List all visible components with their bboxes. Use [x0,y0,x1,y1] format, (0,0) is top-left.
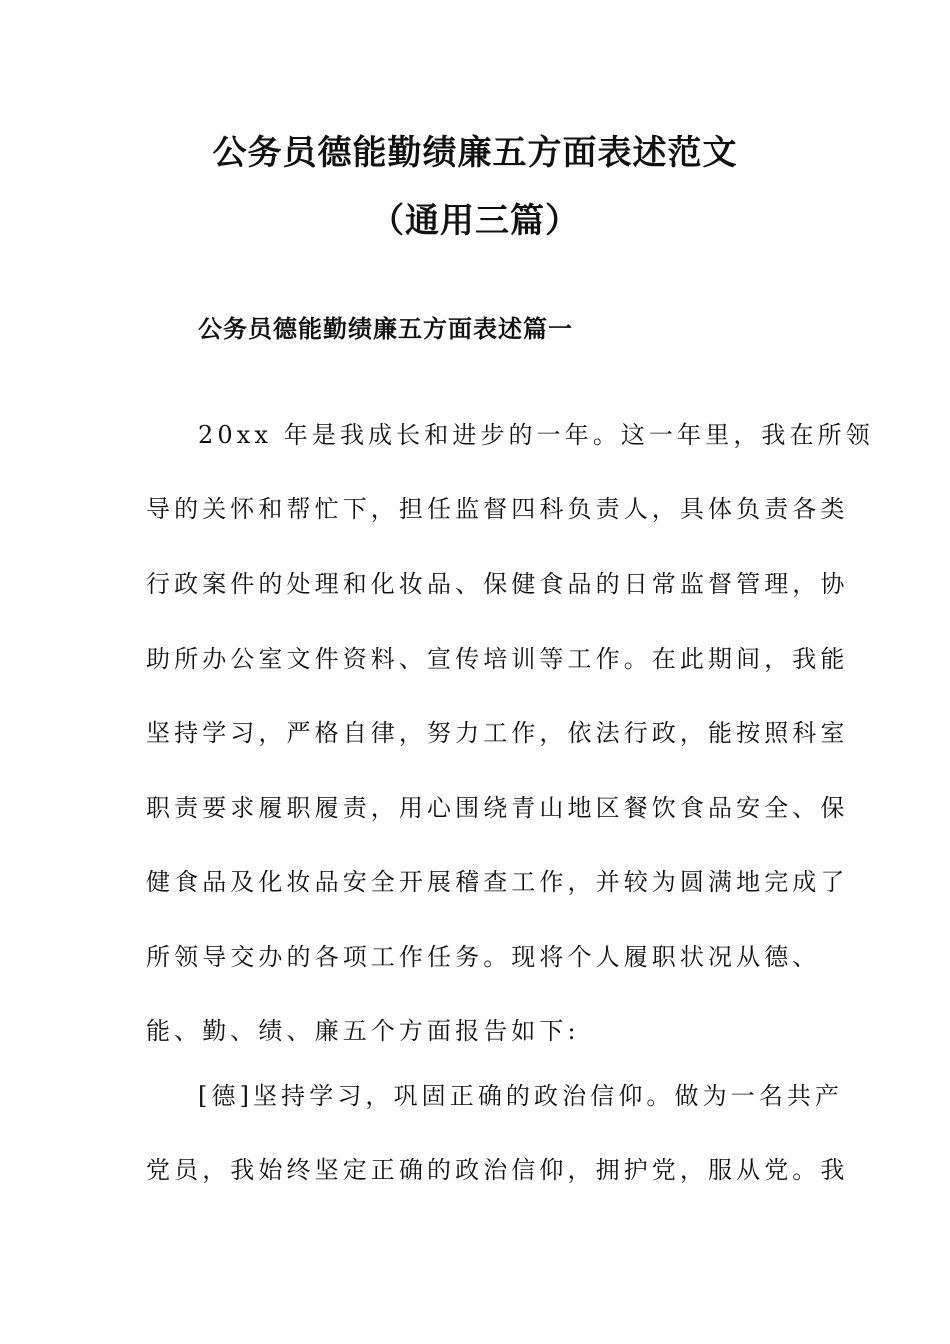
body-line: 职责要求履职履责，用心围绕青山地区餐饮食品安全、保 [146,794,849,822]
section-heading: 公务员德能勤绩廉五方面表述篇一 [198,315,573,343]
body-line: 坚持学习，严格自律，努力工作，依法行政，能按照科室 [146,719,849,747]
body-line: 健食品及化妆品安全开展稽查工作，并较为圆满地完成了 [146,868,849,896]
document-subtitle: （通用三篇） [370,201,580,241]
body-line: 能、勤、绩、廉五个方面报告如下: [146,1017,580,1045]
document-title: 公务员德能勤绩廉五方面表述范文 [212,133,738,173]
body-line: 所领导交办的各项工作任务。现将个人履职状况从德、 [146,943,821,971]
body-line: 行政案件的处理和化妆品、保健食品的日常监督管理，协 [146,570,849,598]
body-line: [德]坚持学习，巩固正确的政治信仰。做为一名共产 [198,1082,844,1110]
body-line: 党员，我始终坚定正确的政治信仰，拥护党，服从党。我 [146,1156,849,1184]
body-line: 助所办公室文件资料、宣传培训等工作。在此期间，我能 [146,645,849,673]
body-line: 20xx 年是我成长和进步的一年。这一年里，我在所领 [198,421,874,449]
body-line: 导的关怀和帮忙下，担任监督四科负责人，具体负责各类 [146,495,849,523]
